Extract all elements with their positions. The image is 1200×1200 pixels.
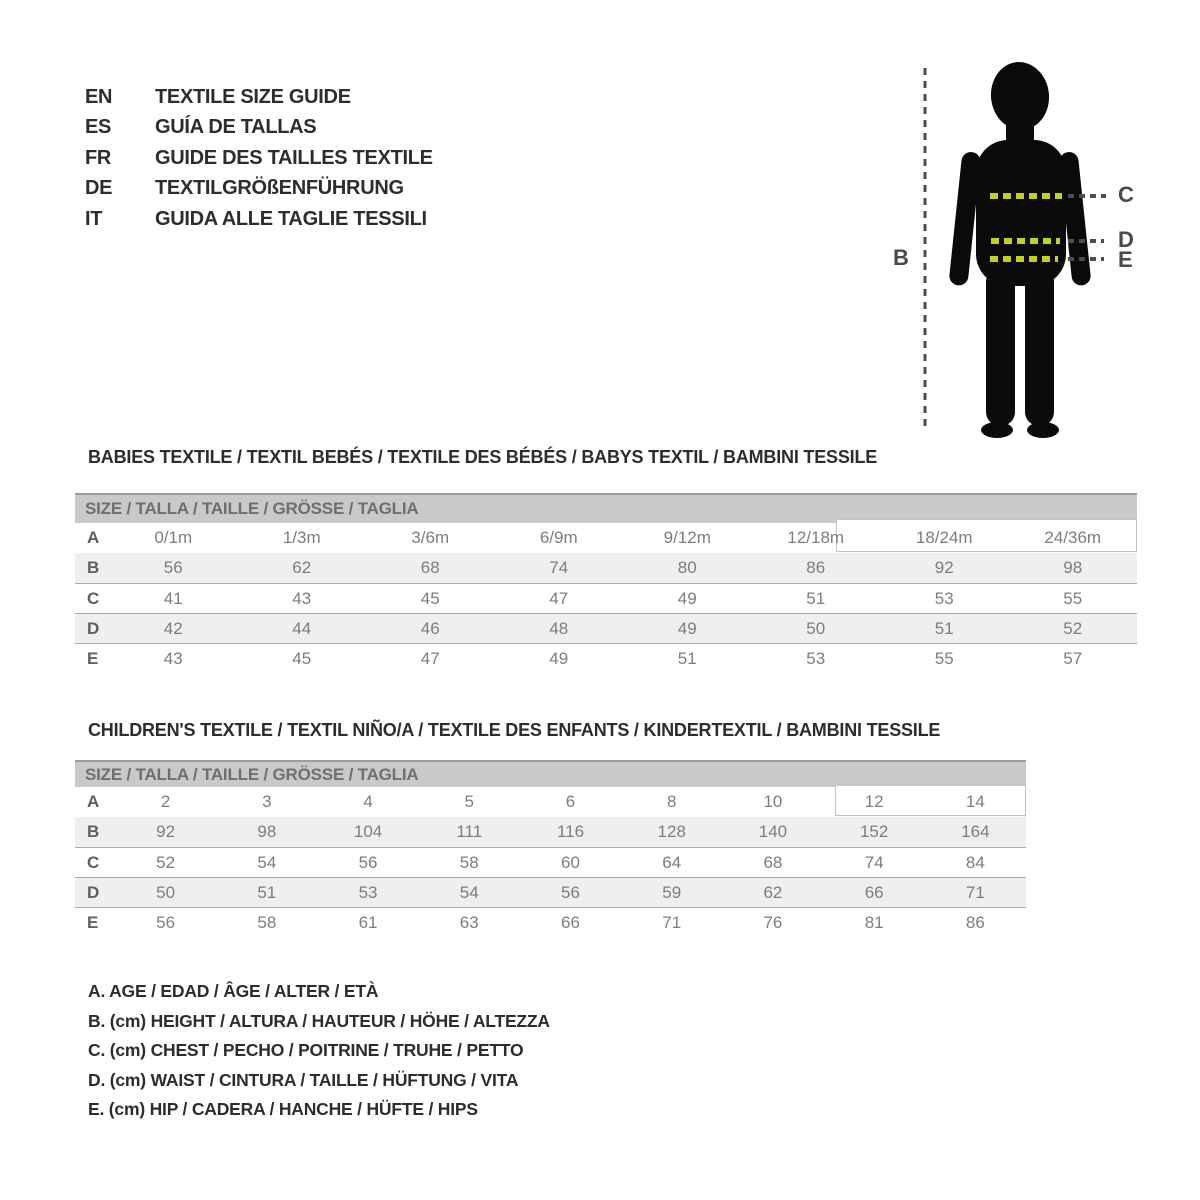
language-code: DE	[85, 177, 113, 200]
table-cell: 4	[363, 792, 373, 811]
children-table-row-c	[75, 847, 1026, 877]
table-cell: 71	[965, 882, 985, 902]
legend-line-d: D. (cm) WAIST / CINTURA / TAILLE / HÜFTUNG / VITA	[88, 1069, 519, 1090]
table-cell: 164	[961, 822, 990, 841]
babies-section-title: BABIES TEXTILE / TEXTIL BEBÉS / TEXTILE DES BÉBÉS / BABYS TEXTIL / BAMBINI TESSILE	[88, 447, 878, 467]
table-cell: 14	[965, 792, 985, 811]
table-cell: 47	[549, 588, 569, 608]
table-cell: 58	[257, 912, 277, 932]
language-code: EN	[85, 85, 113, 108]
measure-label-chest: C	[1118, 182, 1134, 207]
table-cell: 86	[965, 912, 985, 932]
table-cell: 152	[859, 822, 889, 841]
table-cell: 45	[420, 588, 440, 608]
table-cell: 140	[758, 822, 788, 841]
language-row-de	[85, 174, 433, 205]
language-row-es	[85, 113, 433, 144]
row-letter: B	[87, 822, 100, 841]
measure-label-hip: E	[1118, 247, 1133, 272]
babies-size-table	[75, 493, 1137, 673]
table-cell: 49	[549, 648, 569, 668]
guide-title: GUÍA DE TALLAS	[155, 116, 317, 139]
table-cell: 111	[456, 822, 483, 841]
table-cell: 44	[292, 618, 312, 638]
table-cell: 86	[806, 558, 826, 577]
babies-table-row-d	[75, 613, 1137, 643]
table-cell: 2	[160, 792, 171, 811]
table-cell: 52	[1063, 618, 1083, 638]
table-cell: 76	[763, 912, 783, 932]
table-cell: 98	[257, 822, 277, 841]
table-cell: 56	[163, 558, 183, 577]
table-cell: 51	[806, 588, 826, 608]
guide-title: TEXTILGRÖßENFÜHRUNG	[155, 177, 404, 200]
legend-line-a: A. AGE / EDAD / ÂGE / ALTER / ETÀ	[88, 981, 379, 1002]
table-cell: 52	[156, 852, 176, 872]
table-cell: 74	[864, 852, 884, 872]
table-cell: 41	[163, 588, 183, 608]
table-cell: 61	[358, 912, 378, 932]
table-cell: 43	[163, 648, 183, 668]
guide-title: TEXTILE SIZE GUIDE	[155, 85, 351, 108]
children-table-row-a	[75, 787, 1026, 817]
table-cell: 56	[358, 852, 378, 872]
table-cell: 5	[464, 792, 474, 811]
table-cell: 56	[561, 882, 580, 902]
table-cell: 3	[262, 792, 272, 811]
table-cell: 43	[292, 588, 312, 608]
table-cell: 81	[864, 912, 884, 932]
babies-table-row-e	[75, 643, 1137, 673]
table-cell: 46	[420, 618, 440, 638]
table-cell: 6/9m	[539, 528, 578, 547]
table-cell: 62	[763, 882, 783, 902]
table-cell: 49	[677, 588, 697, 608]
table-cell: 57	[1063, 648, 1083, 668]
table-cell: 84	[965, 852, 985, 872]
babies-table-row-c	[75, 583, 1137, 613]
row-letter: E	[87, 648, 99, 668]
table-cell: 18/24m	[915, 528, 973, 547]
table-cell: 58	[459, 852, 479, 872]
table-cell: 62	[292, 558, 312, 577]
table-cell: 51	[257, 882, 277, 902]
language-title-list	[85, 82, 433, 235]
table-cell: 55	[934, 648, 954, 668]
table-cell: 68	[420, 558, 440, 577]
table-cell: 54	[459, 882, 479, 902]
children-section-title: CHILDREN'S TEXTILE / TEXTIL NIÑO/A / TEXTILE DES ENFANTS / KINDERTEXTIL / BAMBINI TESSILE	[88, 720, 941, 740]
table-cell: 0/1m	[154, 528, 193, 547]
table-cell: 98	[1063, 558, 1083, 577]
table-cell: 53	[358, 882, 378, 902]
table-cell: 64	[662, 852, 682, 872]
table-cell: 50	[806, 618, 826, 638]
language-code: IT	[85, 207, 103, 230]
table-cell: 8	[666, 792, 677, 811]
table-cell: 92	[934, 558, 954, 577]
table-cell: 51	[677, 648, 697, 668]
language-code: ES	[85, 116, 112, 139]
table-cell: 51	[934, 618, 954, 638]
table-cell: 1/3m	[282, 528, 321, 547]
legend-line-c: C. (cm) CHEST / PECHO / POITRINE / TRUHE / PETTO	[88, 1040, 524, 1061]
table-cell: 50	[156, 882, 176, 902]
table-cell: 53	[806, 648, 826, 668]
table-cell: 12/18m	[787, 528, 845, 547]
children-table-row-e	[75, 907, 1026, 937]
table-cell: 12	[864, 792, 884, 811]
babies-table-row-b	[75, 553, 1137, 583]
children-size-table	[75, 760, 1026, 937]
table-cell: 59	[662, 882, 682, 902]
language-row-en	[85, 82, 433, 113]
row-letter: D	[87, 618, 100, 638]
language-row-fr	[85, 143, 433, 174]
table-cell: 66	[864, 882, 884, 902]
row-letter: A	[87, 528, 100, 547]
table-cell: 24/36m	[1044, 528, 1102, 547]
table-cell: 48	[549, 618, 569, 638]
babies-size-header-bar: SIZE / TALLA / TAILLE / GRÖSSE / TAGLIA	[75, 493, 1137, 523]
language-row-it	[85, 204, 433, 235]
table-cell: 55	[1063, 588, 1083, 608]
row-letter: C	[87, 588, 100, 608]
children-table-row-b	[75, 817, 1026, 847]
row-letter: A	[87, 792, 100, 811]
language-code: FR	[85, 146, 112, 169]
table-cell: 3/6m	[411, 528, 450, 547]
table-cell: 60	[561, 852, 580, 872]
guide-title: GUIDE DES TAILLES TEXTILE	[155, 146, 433, 169]
table-cell: 63	[459, 912, 479, 932]
row-letter: D	[87, 882, 100, 902]
row-letter: B	[87, 558, 100, 577]
babies-table-row-a	[75, 523, 1137, 553]
table-cell: 92	[156, 822, 176, 841]
table-cell: 53	[934, 588, 954, 608]
table-cell: 104	[353, 822, 383, 841]
guide-title: GUIDA ALLE TAGLIE TESSILI	[155, 207, 427, 230]
measurement-legend	[88, 977, 550, 1125]
table-cell: 45	[292, 648, 312, 668]
measure-label-waist: D	[1118, 227, 1134, 252]
table-cell: 49	[677, 618, 697, 638]
table-cell: 9/12m	[663, 528, 711, 547]
measure-label-height: B	[893, 245, 909, 270]
child-silhouette-figure	[860, 40, 1160, 460]
table-cell: 68	[763, 852, 783, 872]
legend-line-e: E. (cm) HIP / CADERA / HANCHE / HÜFTE / HIPS	[88, 1099, 478, 1120]
row-letter: E	[87, 912, 99, 932]
children-table-row-d	[75, 877, 1026, 907]
child-silhouette	[948, 59, 1091, 438]
row-letter: C	[87, 852, 100, 872]
table-cell: 71	[662, 912, 682, 932]
table-cell: 10	[763, 792, 783, 811]
table-cell: 6	[565, 792, 576, 811]
children-size-header-bar: SIZE / TALLA / TAILLE / GRÖSSE / TAGLIA	[75, 760, 1026, 787]
table-cell: 47	[420, 648, 440, 668]
table-cell: 74	[549, 558, 569, 577]
table-cell: 128	[657, 822, 686, 841]
table-cell: 42	[163, 618, 183, 638]
table-cell: 80	[677, 558, 697, 577]
table-cell: 66	[561, 912, 580, 932]
table-cell: 56	[156, 912, 176, 932]
legend-line-b: B. (cm) HEIGHT / ALTURA / HAUTEUR / HÖHE / ALTEZZA	[88, 1010, 550, 1031]
table-cell: 54	[257, 852, 277, 872]
table-cell: 116	[556, 822, 585, 841]
